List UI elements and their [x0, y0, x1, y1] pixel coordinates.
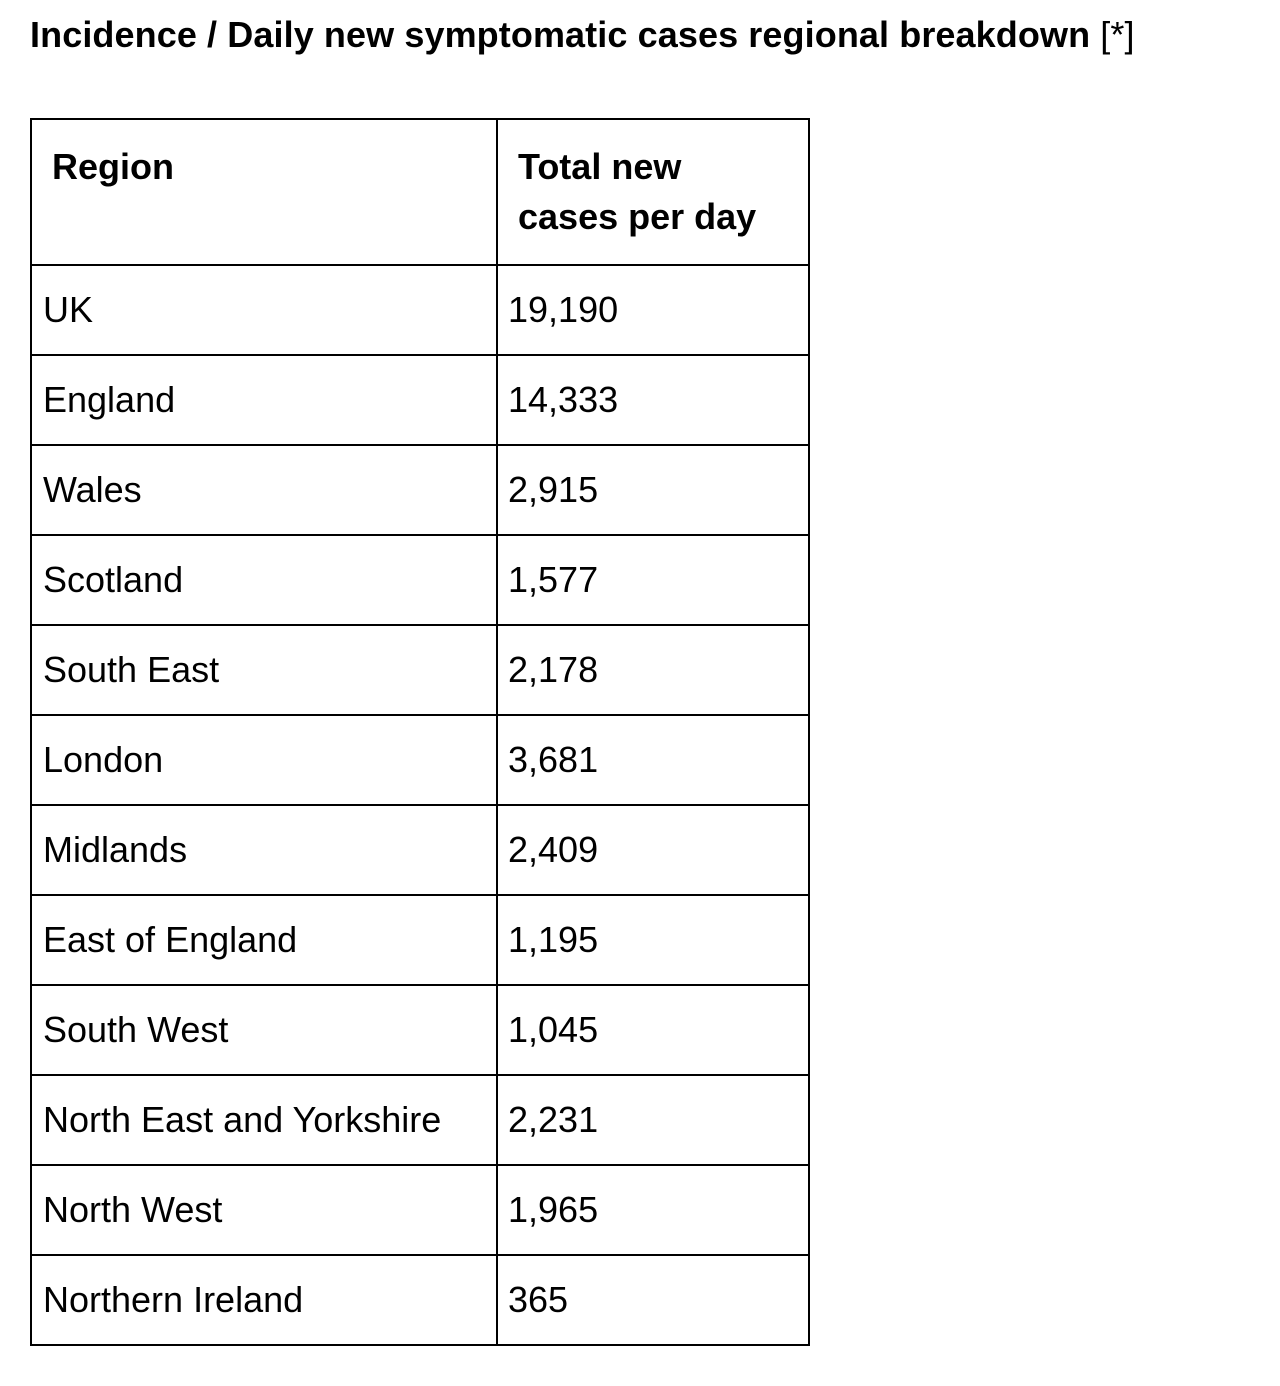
cases-cell: 1,195: [497, 895, 809, 985]
table-row: [31, 895, 809, 985]
page-title: [30, 14, 1135, 56]
table-row: [31, 1255, 809, 1345]
cases-cell: 3,681: [497, 715, 809, 805]
region-cell: North West: [31, 1165, 497, 1255]
region-cell: Midlands: [31, 805, 497, 895]
regional-cases-table: [30, 118, 810, 1346]
cases-cell: 2,231: [497, 1075, 809, 1165]
region-cell: East of England: [31, 895, 497, 985]
region-cell: UK: [31, 265, 497, 355]
table-row: [31, 1075, 809, 1165]
cases-cell: 2,915: [497, 445, 809, 535]
region-cell: North East and Yorkshire: [31, 1075, 497, 1165]
table-row: [31, 265, 809, 355]
table-row: [31, 535, 809, 625]
table-row: [31, 625, 809, 715]
cases-cell: 1,577: [497, 535, 809, 625]
region-cell: England: [31, 355, 497, 445]
region-cell: Scotland: [31, 535, 497, 625]
cases-cell: 1,965: [497, 1165, 809, 1255]
table-header-row: [31, 119, 809, 265]
cases-cell: 19,190: [497, 265, 809, 355]
table-row: [31, 1165, 809, 1255]
table-row: [31, 445, 809, 535]
table-row: [31, 985, 809, 1075]
header-cases-line1: Total new: [518, 146, 682, 187]
cases-cell: 2,178: [497, 625, 809, 715]
region-cell: Northern Ireland: [31, 1255, 497, 1345]
table-row: [31, 355, 809, 445]
page-title-main: Incidence / Daily new symptomatic cases regional breakdown: [30, 14, 1091, 55]
region-cell: Wales: [31, 445, 497, 535]
header-cases-line2: cases per day: [518, 196, 757, 237]
header-total-new-cases: [497, 119, 809, 265]
cases-cell: 365: [497, 1255, 809, 1345]
cases-cell: 2,409: [497, 805, 809, 895]
page-title-footnote-marker: [*]: [1100, 14, 1135, 55]
table-row: [31, 805, 809, 895]
region-cell: South West: [31, 985, 497, 1075]
region-cell: London: [31, 715, 497, 805]
cases-cell: 14,333: [497, 355, 809, 445]
table-row: [31, 715, 809, 805]
header-region: Region: [31, 119, 497, 265]
cases-cell: 1,045: [497, 985, 809, 1075]
region-cell: South East: [31, 625, 497, 715]
